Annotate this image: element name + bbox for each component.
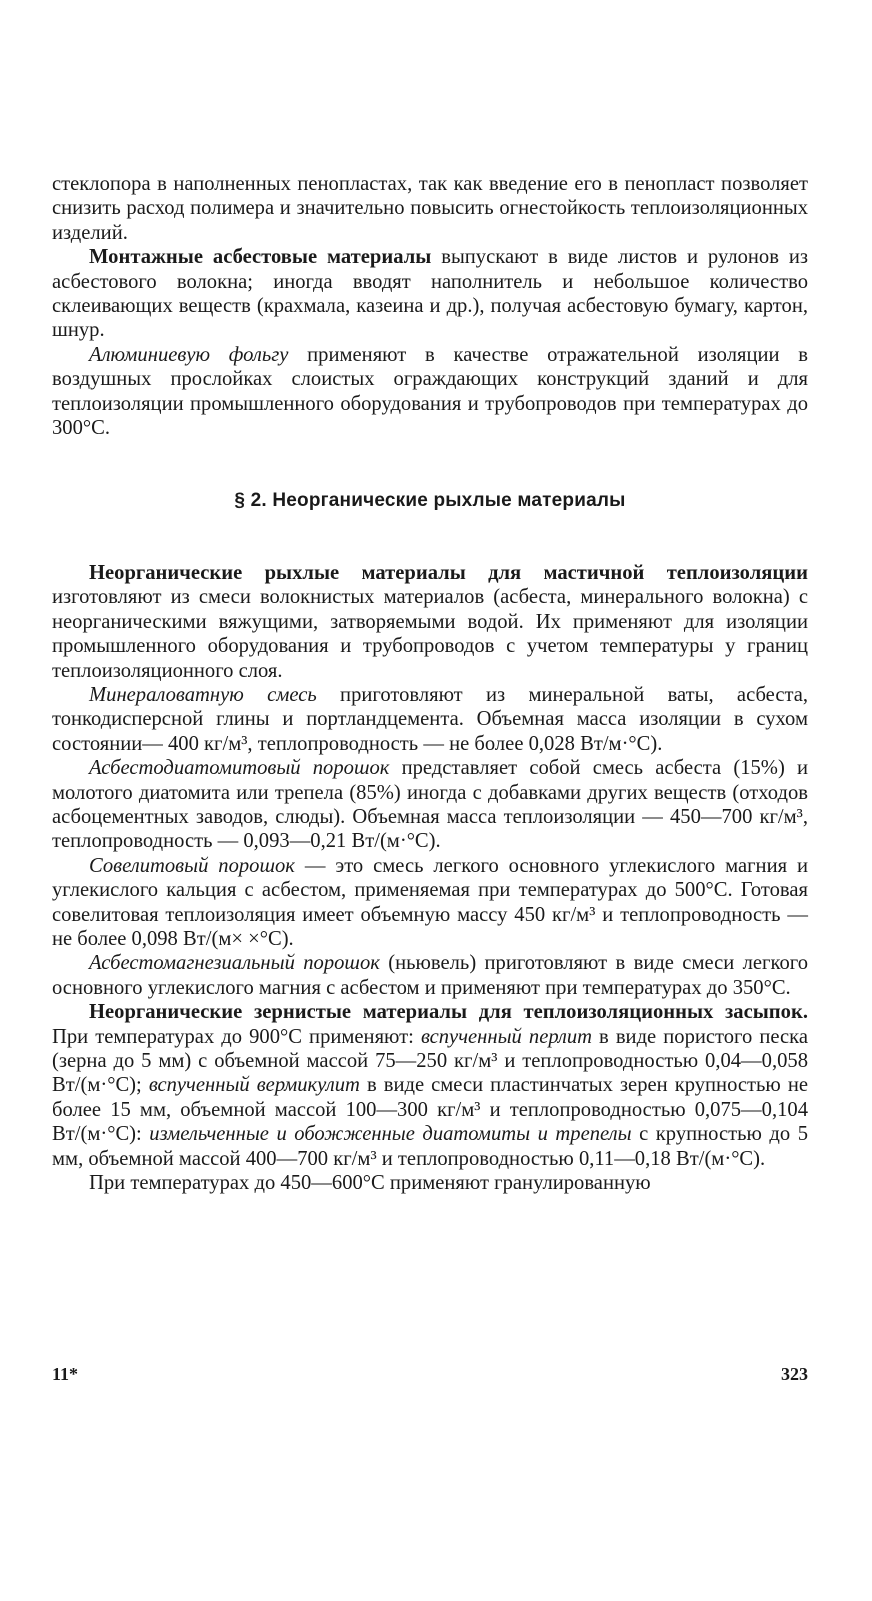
text-run: в виде пористого песка (зерна до 5 мм) с объемной массой 75—250 кг/м³ и теплопроводностью 0,04—0,058 Вт/(м·°С);: [52, 1025, 808, 1097]
paragraph: [52, 756, 808, 854]
text-run: приготовляют из минеральной ваты, асбеста, тонкодисперсной глины и портландцемента. Объемная масса изоляции в сухом состоянии— 400 кг/м³, теплопроводность — не более 0,028 Вт/м·°С).: [52, 683, 808, 755]
page-number: 323: [781, 1364, 808, 1384]
paragraph: [52, 1000, 808, 1171]
text-run: стеклопора в наполненных пенопластах, так как введение его в пенопласт позволяет снизить расход полимера и значительно повысить огнестойкость теплоизоляционных изделий.: [52, 173, 808, 244]
text-run: выпускают в виде листов и рулонов из асбестового волокна; иногда вводят наполнитель и небольшое количество склеивающих веществ (крахмала, казеина и др.), получая асбестовую бумагу, картон, шнур.: [52, 246, 808, 342]
bold-term: Неорганические зернистые материалы для теплоизоляционных засыпок.: [89, 1001, 808, 1024]
text-run: изготовляют из смеси волокнистых материалов (асбеста, минерального волокна) с неорганическими вяжущими, затворяемыми водой. Их применяют для изоляции промышленного оборудования и трубопроводов с учетом температуры у границ теплоизоляционного слоя.: [52, 586, 808, 682]
paragraph: [52, 1171, 808, 1195]
paragraph: [52, 683, 808, 756]
italic-term: Алюминиевую фольгу: [89, 343, 289, 366]
text-run: применяют в качестве отражательной изоляции в воздушных прослойках слоистых ограждающих конструкций зданий и для теплоизоляции промышленного оборудования и трубопроводов при температурах до 300°С.: [52, 343, 808, 440]
signature-mark: 11*: [52, 1364, 79, 1384]
text-run: с крупностью до 5 мм, объемной массой 400—700 кг/м³ и теплопроводностью 0,11—0,18 Вт/(м·°С).: [52, 1123, 809, 1170]
paragraph: [52, 951, 808, 1000]
italic-term: вспученный вермикулит: [148, 1074, 360, 1097]
italic-term: измельченные и обожженные диатомиты и трепелы: [149, 1123, 632, 1146]
bold-term: Монтажные асбестовые материалы: [89, 246, 432, 269]
section-heading: § 2. Неорганические рыхлые материалы: [234, 490, 626, 512]
italic-term: вспученный перлит: [420, 1025, 592, 1048]
paragraph: [52, 343, 808, 441]
italic-term: Асбестодиатомитовый порошок: [89, 757, 390, 780]
italic-term: Минераловатную смесь: [89, 683, 317, 706]
text-run: представляет собой смесь асбеста (15%) и молотого диатомита или трепела (85%) иногда с добавками других веществ (отходов асбоцементных заводов, слюды). Объемная масса теплоизоляции — 450—700 кг/м³, теплопроводность — 0,093—0,21 Вт/(м·°С).: [52, 757, 809, 853]
italic-term: Совелитовый порошок: [89, 854, 295, 877]
text-run: При температурах до 450—600°С применяют гранулированную: [89, 1172, 651, 1195]
bold-term: Неорганические рыхлые материалы для мастичной теплоизоляции: [89, 561, 808, 584]
paragraphs-bottom: [52, 561, 808, 1196]
text-run: (ньювель) приготовляют в виде смеси легкого основного углекислого магния с асбестом и применяют при температурах до 350°С.: [52, 952, 808, 999]
paragraphs-top: [52, 172, 808, 440]
paragraph: [52, 561, 808, 683]
text-run: в виде смеси пластинчатых зерен крупностью не более 15 мм, объемной массой 100—300 кг/м³ и теплопроводностью 0,075—0,104 Вт/(м·°С):: [52, 1074, 808, 1146]
paragraph: [52, 245, 808, 343]
text-run: — это смесь легкого основного углекислого магния и углекислого кальция с асбестом, применяемая при температурах до 500°С. Готовая совелитовая теплоизоляция имеет объемную массу 450 кг/м³ и теплопроводность — не более 0,098 Вт/(м× ×°С).: [52, 854, 809, 950]
text-body: [52, 172, 808, 1195]
paragraph: [52, 172, 808, 245]
italic-term: Асбестомагнезиальный порошок: [89, 952, 380, 975]
paragraph: [52, 854, 808, 952]
text-run: При температурах до 900°С применяют:: [52, 1025, 421, 1048]
